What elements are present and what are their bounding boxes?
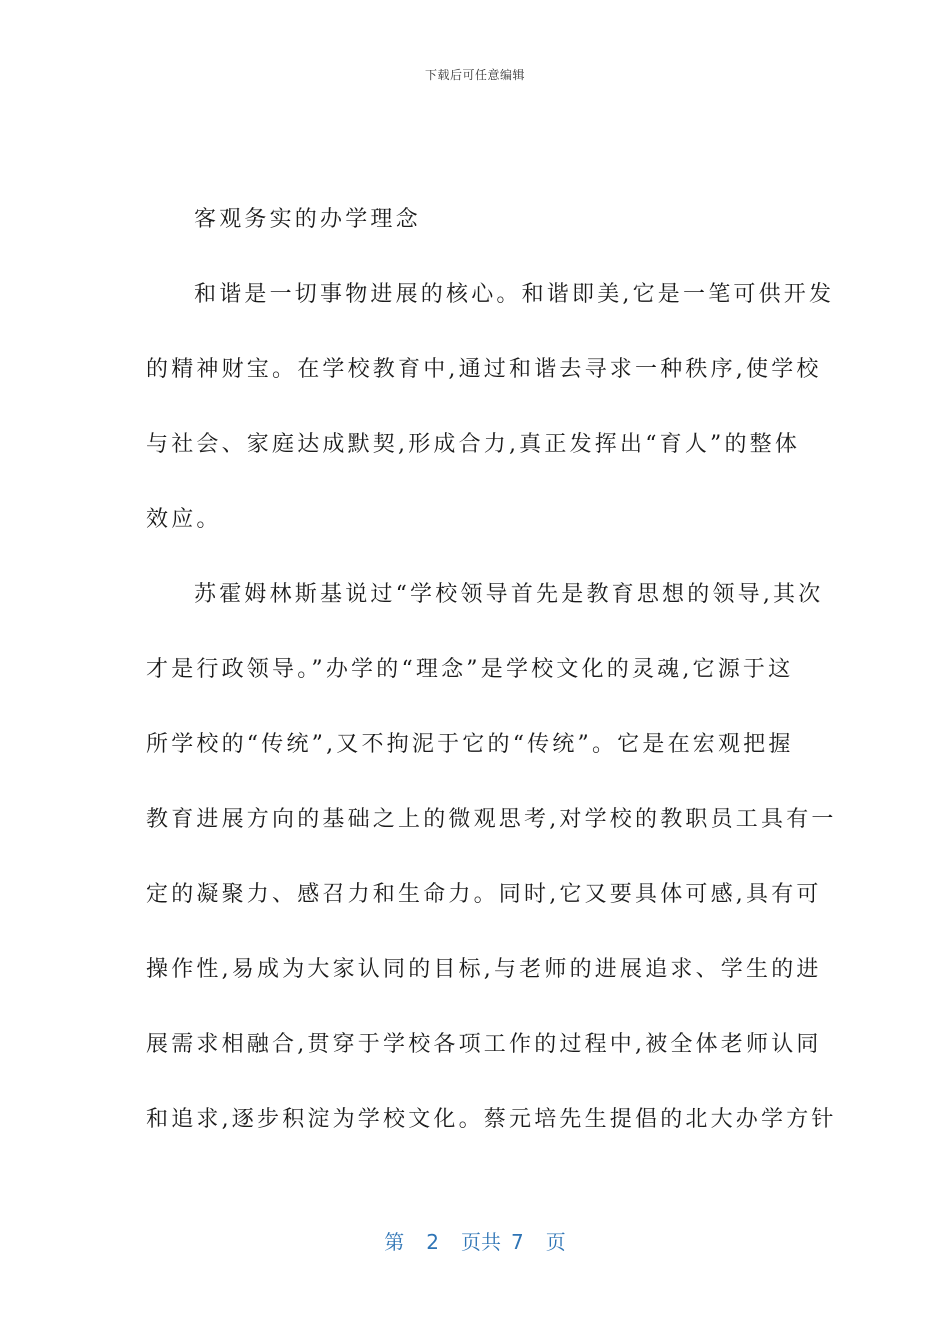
paragraph-line: 所学校的“传统”,又不拘泥于它的“传统”。它是在宏观把握 xyxy=(146,732,794,757)
paragraph-line: 和谐是一切事物进展的核心。和谐即美,它是一笔可供开发 xyxy=(194,282,835,307)
paragraph-line: 才是行政领导。”办学的“理念”是学校文化的灵魂,它源于这 xyxy=(146,657,794,682)
page-header-note: 下载后可任意编辑 xyxy=(424,68,525,82)
page-mid-label: 页共 xyxy=(461,1230,501,1254)
total-pages-number: 7 xyxy=(511,1230,524,1254)
paragraph-line: 展需求相融合,贯穿于学校各项工作的过程中,被全体老师认同 xyxy=(146,1032,822,1057)
paragraph-line: 定的凝聚力、感召力和生命力。同时,它又要具体可感,具有可 xyxy=(146,882,822,907)
section-heading: 客观务实的办学理念 xyxy=(194,207,421,232)
page-prefix: 第 xyxy=(384,1230,405,1254)
page-suffix: 页 xyxy=(545,1230,566,1254)
paragraph-line: 教育进展方向的基础之上的微观思考,对学校的教职员工具有一 xyxy=(146,807,837,832)
current-page-number: 2 xyxy=(426,1230,439,1254)
page-footer xyxy=(0,1226,950,1255)
paragraph-line: 与社会、家庭达成默契,形成合力,真正发挥出“育人”的整体 xyxy=(146,432,801,457)
paragraph-line: 苏霍姆林斯基说过“学校领导首先是教育思想的领导,其次 xyxy=(194,582,824,607)
paragraph-line: 操作性,易成为大家认同的目标,与老师的进展追求、学生的进 xyxy=(146,957,822,982)
paragraph-line: 和追求,逐步积淀为学校文化。蔡元培先生提倡的北大办学方针 xyxy=(146,1107,837,1132)
paragraph-line: 效应。 xyxy=(146,507,222,532)
document-body xyxy=(146,200,837,1175)
paragraph-line: 的精神财宝。在学校教育中,通过和谐去寻求一种秩序,使学校 xyxy=(146,357,822,382)
